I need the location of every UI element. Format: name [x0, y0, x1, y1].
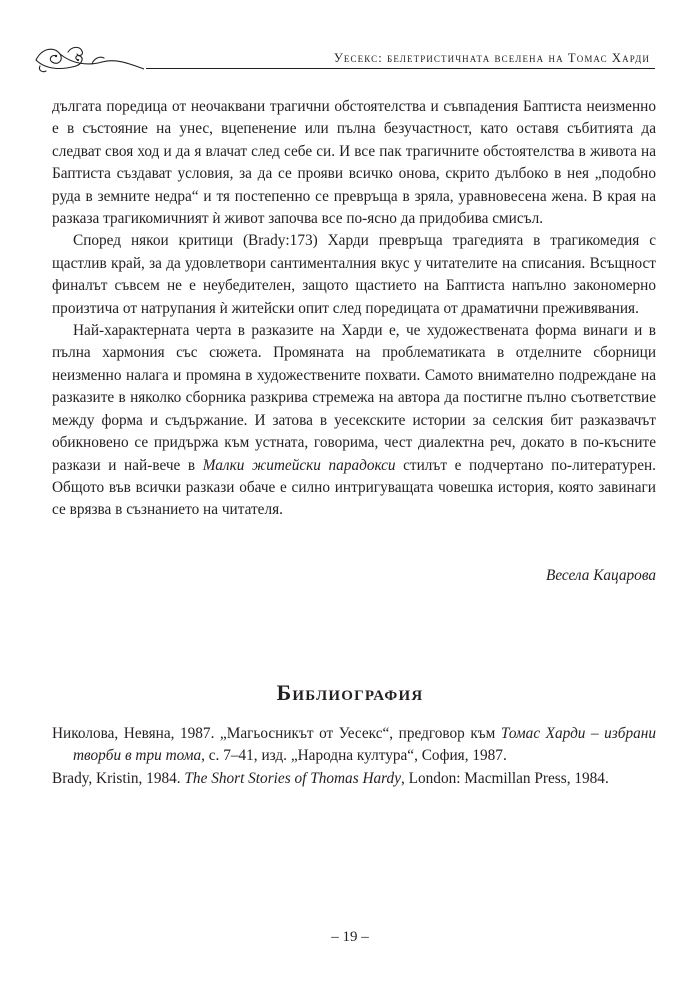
- author-signature: Весела Кацарова: [545, 567, 656, 584]
- entry-text: , с. 7–41, изд. „Народна култура“, София, 1987.: [201, 747, 507, 765]
- entry-text: Николова, Невяна, 1987. „Магьосникът от Уесекс“, предговор към: [52, 725, 501, 742]
- body-paragraph: Според някои критици (Brady:173) Харди превръща трагедията в трагикомедия с щастлив край, за да удовлетвори сантименталния вкус у читателите на списания. Всъщност финалът съвсем не е неубедителен, защото щастието на Баптиста напълно закономерно произтича от натрупания ѝ житейски опит след поредицата от драматични преживявания.: [52, 232, 656, 317]
- entry-text: Brady, Kristin, 1984.: [52, 769, 185, 787]
- body-paragraph: [52, 320, 656, 522]
- running-title: Уесекс: белетристичната вселена на Томас Харди: [333, 51, 650, 65]
- header-rule: [146, 68, 655, 69]
- entry-title-italic: The Short Stories of Thomas Hardy: [184, 769, 401, 787]
- entry-text: , London: Macmillan Press, 1984.: [401, 769, 609, 787]
- bibliography-entry: [52, 723, 656, 768]
- main-text: [52, 96, 656, 522]
- entry-title-italic: Томас Харди – избрани творби в три тома: [73, 725, 656, 765]
- bibliography-entry: [52, 768, 656, 790]
- body-text-run: Най-характерната черта в разказите на Харди е, че художествената форма винаги и в пълна хармония със сюжета. Промяната на проблематиката в отделните сборници неизменно налага и промяна в художествените похвати. Самото внимателно подреждане на разказите в няколко сборника разкрива стремежа на автора да постигне пълно съответствие между форма и съдържание. И затова в уесекските истории за селския бит разказвачът обикновено се придържа към устната, говорима, чест диалектна реч, докато в по-късните разкази и най-вече в: [52, 322, 656, 474]
- bibliography-heading: Библиография: [276, 680, 424, 705]
- book-title-italic: Малки житейски парадокси: [202, 456, 396, 474]
- body-paragraph: дългата поредица от неочаквани трагични обстоятелства и съвпадения Баптиста неизменно е в състояние на унес, вцепенение или пълна безучастност, като оставя събитията да следват своя ход и да я влачат след себе си. И все пак трагичните обстоятелства в живота на Баптиста създават условия, за да се прояви всичко онова, скрито дълбоко в нея „подобно руда в земните недра“ и тя постепенно се превръща в зряла, уравновесена жена. В края на разказа трагикомичният ѝ живот започва все по-ясно да придобива смисъл.: [52, 98, 656, 228]
- page-number: – 19 –: [331, 929, 369, 945]
- decorative-flourish-icon: [32, 40, 144, 74]
- bibliography-list: [52, 723, 656, 790]
- body-text-run: стилът е подчертано по-литературен. Общото във всички разкази обаче е силно интригуващата човешка история, която завинаги се врязва в съзнанието на читателя.: [52, 456, 657, 519]
- page-header: [0, 0, 700, 80]
